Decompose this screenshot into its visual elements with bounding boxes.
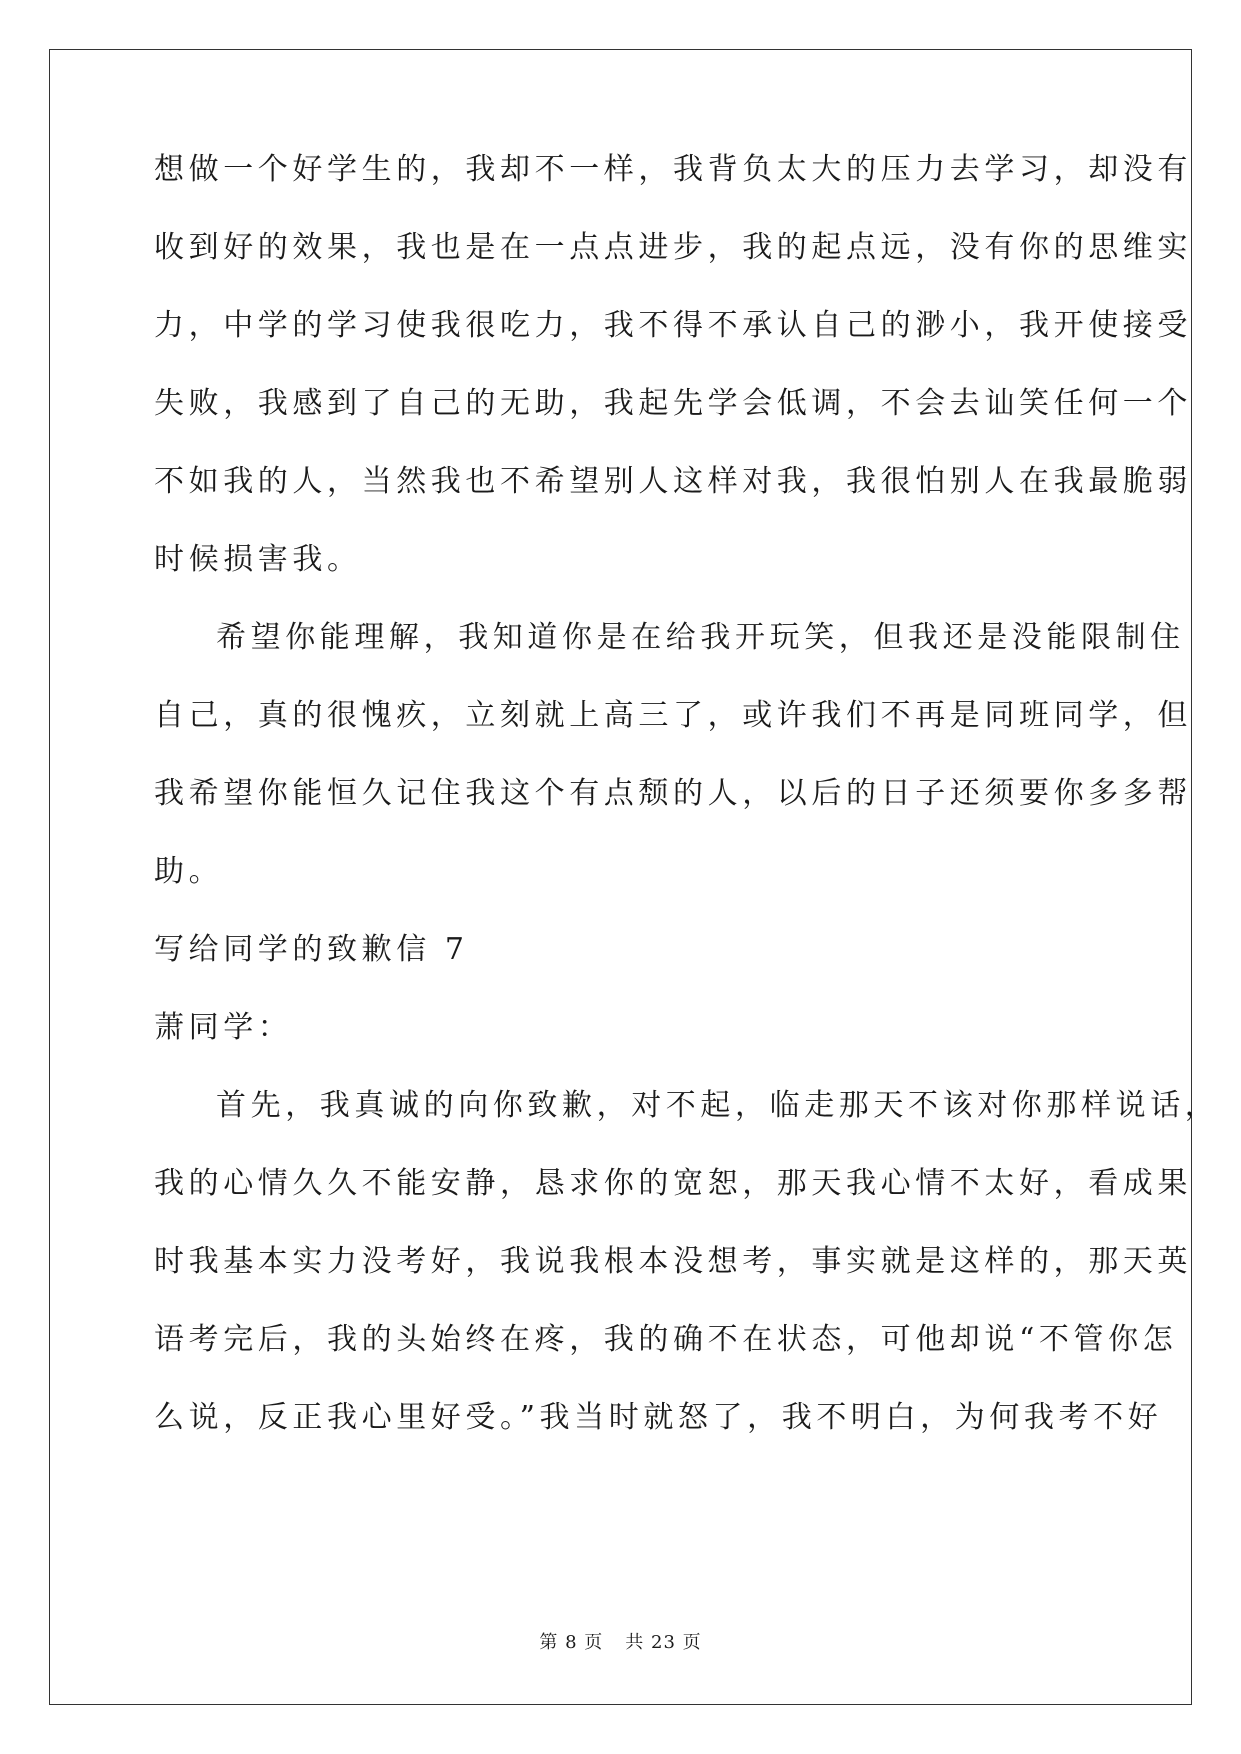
paragraph-line: 时我基本实力没考好，我说我根本没想考，事实就是这样的，那天英	[154, 1244, 1192, 1279]
page-total: 共 23 页	[625, 1632, 702, 1653]
paragraph-line: 助。	[154, 854, 224, 889]
paragraph-line: 想做一个好学生的，我却不一样，我背负太大的压力去学习，却没有	[154, 152, 1192, 187]
paragraph-line: 时候损害我。	[154, 542, 362, 577]
page-footer	[0, 1631, 1241, 1655]
paragraph-line: 我的心情久久不能安静，恳求你的宽恕，那天我心情不太好，看成果	[154, 1166, 1192, 1201]
section-heading: 写给同学的致歉信 7	[154, 932, 469, 967]
paragraph-line: 自己，真的很愧疚，立刻就上高三了，或许我们不再是同班同学，但	[154, 698, 1192, 733]
paragraph-line: 首先，我真诚的向你致歉，对不起，临走那天不该对你那样说话，	[216, 1088, 1220, 1123]
paragraph-line: 我希望你能恒久记住我这个有点颓的人，以后的日子还须要你多多帮	[154, 776, 1192, 811]
paragraph-line: 语考完后，我的头始终在疼，我的确不在状态，可他却说“不管你怎	[154, 1322, 1178, 1357]
paragraph-line: 力，中学的学习使我很吃力，我不得不承认自己的渺小，我开使接受	[154, 308, 1192, 343]
page-number: 第 8 页	[539, 1632, 604, 1653]
paragraph-line: 失败，我感到了自己的无助，我起先学会低调，不会去讪笑任何一个	[154, 386, 1192, 421]
paragraph-line: 么说，反正我心里好受。”我当时就怒了，我不明白，为何我考不好	[154, 1400, 1163, 1435]
paragraph-line: 收到好的效果，我也是在一点点进步，我的起点远，没有你的思维实	[154, 230, 1192, 265]
paragraph-line: 希望你能理解，我知道你是在给我开玩笑，但我还是没能限制住	[216, 620, 1185, 655]
paragraph-line: 不如我的人，当然我也不希望别人这样对我，我很怕别人在我最脆弱	[154, 464, 1192, 499]
salutation: 萧同学：	[154, 1010, 293, 1045]
